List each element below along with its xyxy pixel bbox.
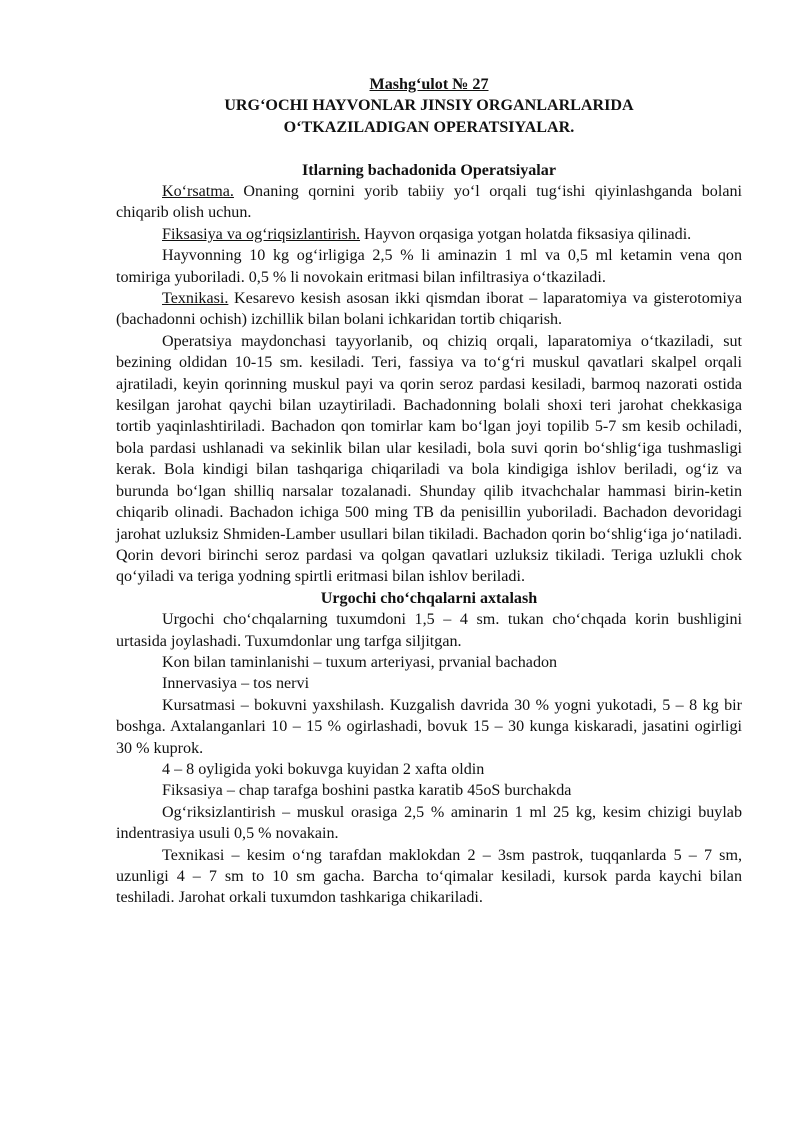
- section2-paragraph-fixation: Fiksasiya – chap tarafga boshini pastka karatib 45oS burchakda: [162, 782, 572, 800]
- technique-text: Kesarevo kesish asosan ikki qismdan iborat – laparatomiya va gisterotomiya (bachadonni ochish) izchillik bilan bolani ichkaridan tortib chiqarish.: [116, 290, 742, 329]
- fixation-label: Fiksasiya va og‘riqsizlantirish.: [162, 225, 361, 243]
- section2-paragraph-blood-supply: Kon bilan taminlanishi – tuxum arteriyasi, prvanial bachadon: [162, 653, 558, 671]
- section2-paragraph-age: 4 – 8 oyligida yoki bokuvga kuyidan 2 xafta oldin: [162, 760, 485, 778]
- exercise-title: [116, 74, 742, 95]
- indication-label: Ko‘rsatma.: [162, 183, 234, 201]
- section1-paragraph-procedure: Operatsiya maydonchasi tayyorlanib, oq chiziq orqali, laparatomiya o‘tkaziladi, sut bezining oldidan 10-15 sm. kesiladi. Teri, fassiya va to‘g‘ri muskul qavatlari skalpel orqali ajratiladi, keyin qorinning muskul payi va qorin seroz pardasi kesiladi, barmoq nazorati ostida kesilgan jarohat qaychi bilan uzaytiriladi. Bachadonning bolali shoxi teri jarohat chekkasiga tortib yaqinlashtiriladi. Bachadon qon tomirlar kam bo‘lgan joyi topilib 5-7 sm kesib ochiladi, bola pardasi ushlanadi va sekinlik bilan ular kesiladi, bola suvi qorin bo‘shlig‘iga tushmasligi kerak. Bola kindigi bilan tashqariga chiqariladi va bola kindigiga ishlov beriladi, og‘iz va burunda bo‘lgan shilliq narsalar tozalanadi. Shunday qilib itvachchalar hammasi birin-ketin chiqarib olinadi. Bachadon ichiga 500 ming TB da penisillin yuboriladi. Bachadon devoridagi jarohat uzluksiz Shmiden-Lamber usullari bilan tikiladi. Bachadon qorin bo‘shlig‘iga jo‘natiladi. Qorin devori birinchi seroz pardasi va qolgan qavatlari uzluksiz tikiladi. Teriga uzlukli chok qo‘yiladi va teriga yodning spirtli eritmasi bilan ishlov beriladi.: [116, 332, 742, 586]
- section1-paragraph-technique: [116, 288, 742, 331]
- technique-label: Texnikasi.: [162, 290, 229, 308]
- section1-heading: Itlarning bachadonida Operatsiyalar: [302, 161, 556, 179]
- section2-paragraph-technique: Texnikasi – kesim o‘ng tarafdan maklokdan 2 – 3sm pastrok, tuqqanlarda 5 – 7 sm, uzunligi 4 – 7 sm to 10 sm gacha. Barcha to‘qimalar kesiladi, kursok parda kaychi bilan teshiladi. Jarohat orkali tuxumdon tashkariga chikariladi.: [116, 846, 742, 907]
- section1-paragraph-fixation: [116, 224, 742, 245]
- section2-paragraph-anatomy: Urgochi cho‘chqalarning tuxumdoni 1,5 – 4 sm. tukan cho‘chqada korin bushligini urtasida joylashadi. Tuxumdonlar ung tarfga siljitgan.: [116, 611, 742, 650]
- section2-paragraph-anesthesia: Og‘riksizlantirish – muskul orasiga 2,5 % aminarin 1 ml 25 kg, kesim chizigi buylab indentrasiya usuli 0,5 % novakain.: [116, 803, 742, 843]
- exercise-title-text: Mashg‘ulot № 27: [369, 76, 489, 93]
- document-page: [116, 74, 742, 909]
- section2-paragraph-indication: Kursatmasi – bokuvni yaxshilash. Kuzgalish davrida 30 % yogni yukotadi, 5 – 8 kg bir boshga. Axtalanganlari 10 – 15 % ogirlashadi, bovuk 15 – 30 kunga kiskaradi, jasatini ogirligi 30 % kuprok.: [116, 696, 742, 757]
- indication-text: Onaning qornini yorib tabiiy yo‘l orqali tug‘ishi qiyinlashganda bolani chiqarib olish uchun.: [116, 183, 742, 222]
- blank-line: [116, 138, 742, 159]
- section2-paragraph-innervation: Innervasiya – tos nervi: [162, 675, 310, 693]
- section1-paragraph-indication: [116, 181, 742, 224]
- fixation-text: Hayvon orqasiga yotgan holatda fiksasiya qilinadi.: [360, 225, 692, 243]
- main-title-line1: URG‘OCHI HAYVONLAR JINSIY ORGANLARLARIDA: [224, 97, 634, 115]
- main-title-line2: O‘TKAZILADIGAN OPERATSIYALAR.: [283, 118, 575, 136]
- section2-heading: Urgochi cho‘chqalarni axtalash: [320, 589, 538, 607]
- section1-paragraph-anesthesia: Hayvonning 10 kg og‘irligiga 2,5 % li aminazin 1 ml va 0,5 ml ketamin vena qon tomiriga yuboriladi. 0,5 % li novokain eritmasi bilan infiltrasiya o‘tkaziladi.: [116, 247, 742, 286]
